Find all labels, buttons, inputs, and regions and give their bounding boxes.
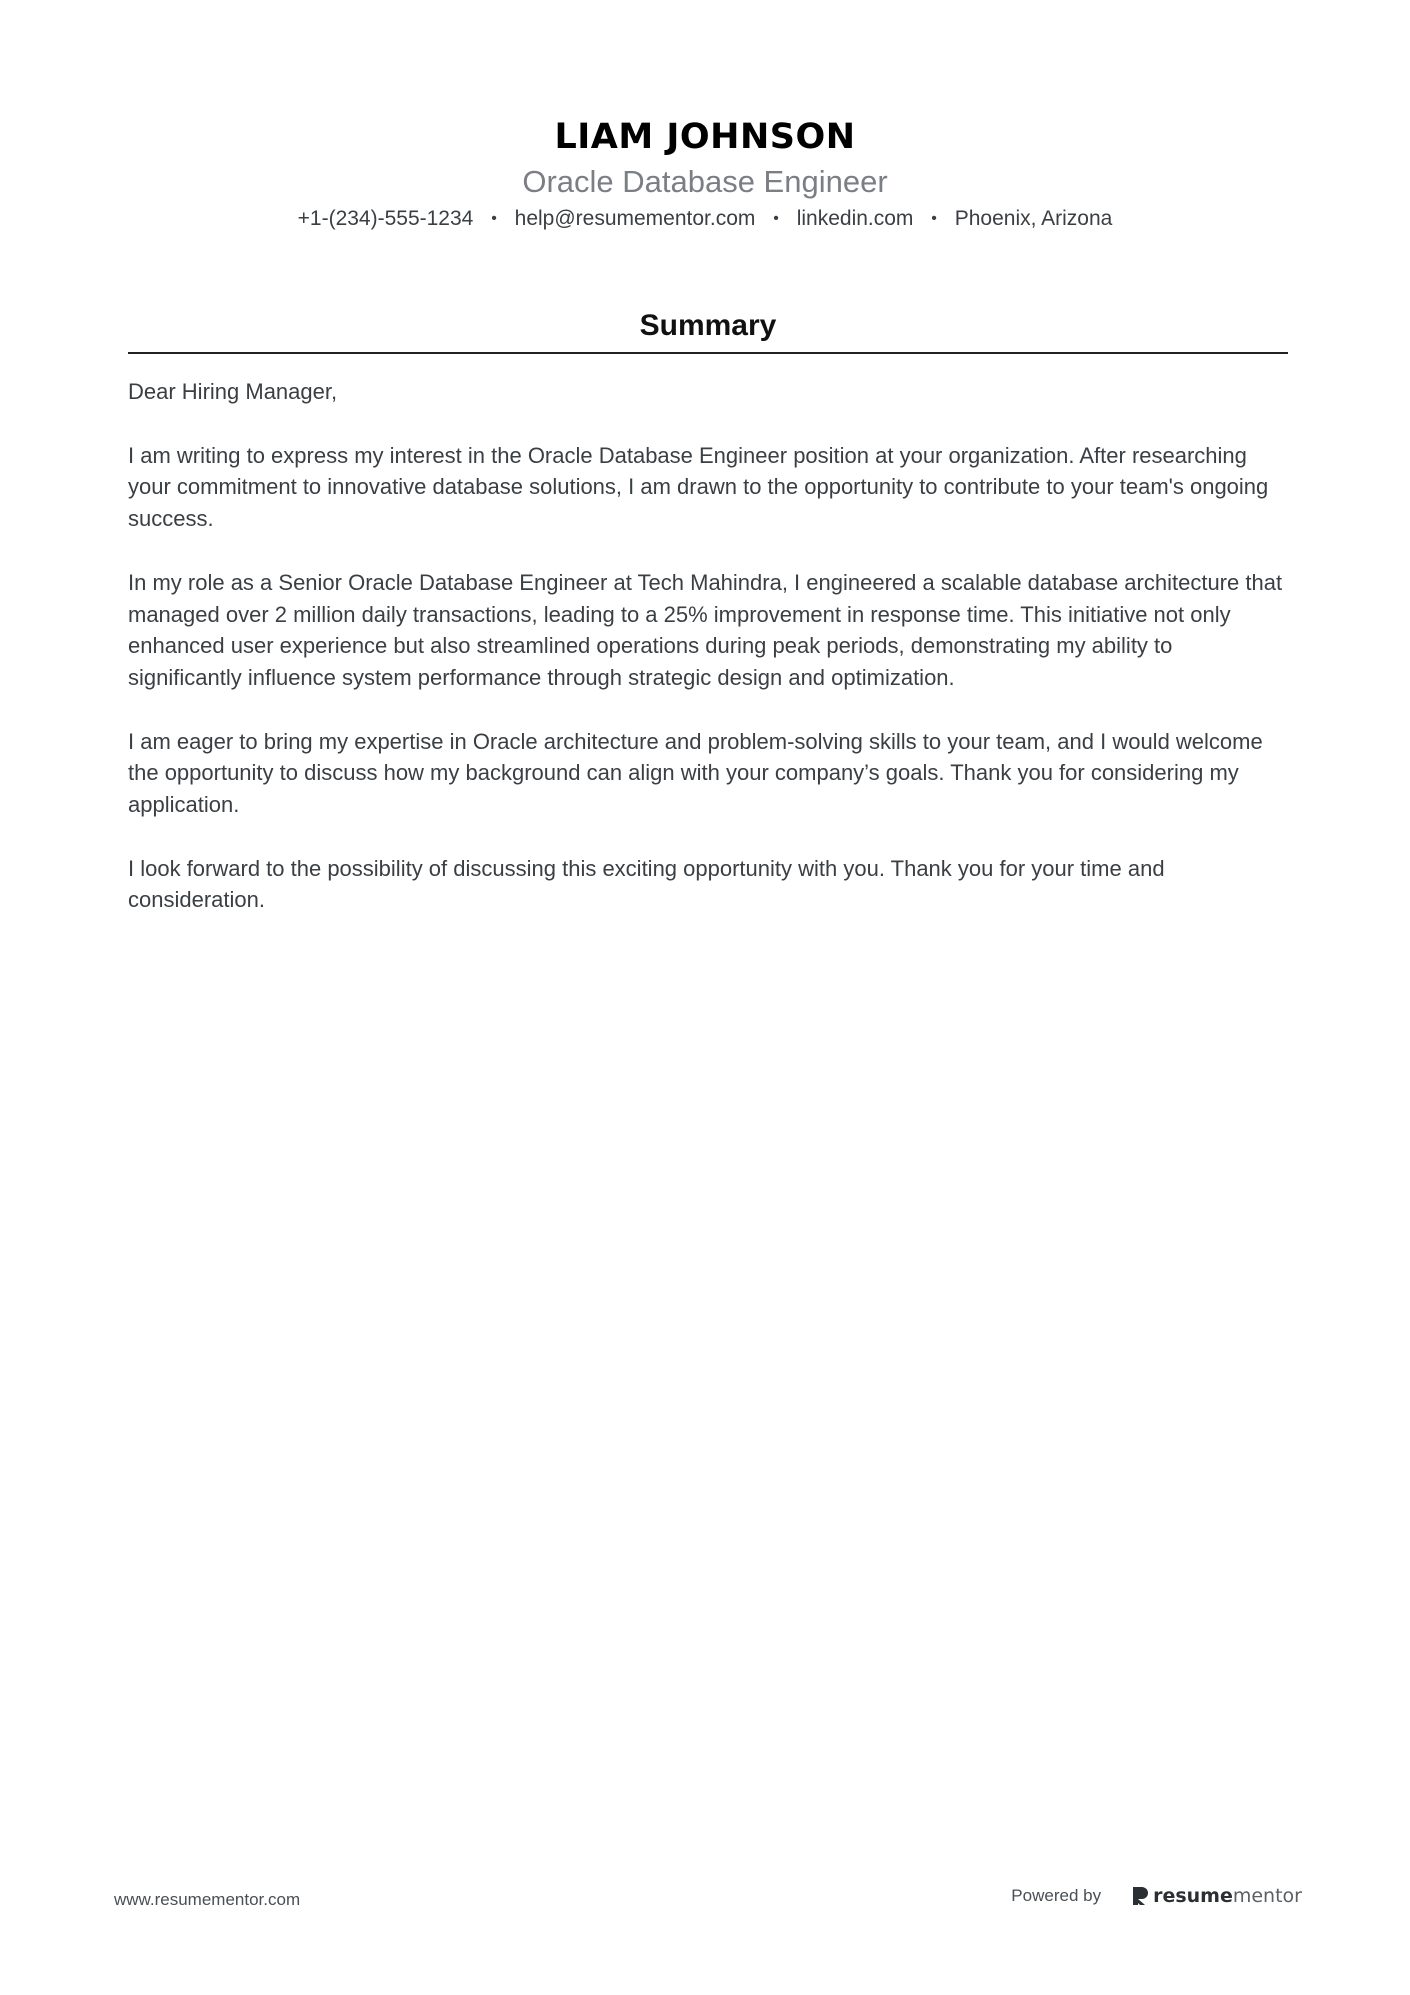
letter-paragraph: I look forward to the possibility of discussing this exciting opportunity with you. Thank you for your time and consideration.: [128, 855, 1165, 913]
letter-greeting: Dear Hiring Manager,: [128, 379, 338, 404]
letter-header: [0, 112, 1410, 234]
contact-email: help@resumementor.com: [514, 207, 756, 230]
section-title: Summary: [639, 309, 777, 342]
powered-by-label: Powered by: [1011, 1886, 1102, 1905]
brand-name-part2: mentor: [1232, 1885, 1302, 1907]
contact-location: Phoenix, Arizona: [954, 207, 1113, 230]
candidate-name: LIAM JOHNSON: [554, 117, 856, 157]
letter-body: [128, 376, 1288, 916]
letter-paragraph: I am eager to bring my expertise in Oracle architecture and problem-solving skills to your team, and I would welcome the opportunity to discuss how my background can align with your company’s goals. Thank you for considering my application.: [128, 728, 1263, 818]
brand-name-part1: resume: [1153, 1885, 1233, 1907]
contact-phone: +1-(234)-555-1234: [297, 207, 474, 230]
contact-line: [0, 204, 1410, 234]
job-title: Oracle Database Engineer: [522, 164, 888, 199]
contact-separator: •: [931, 210, 937, 227]
contact-linkedin: linkedin.com: [796, 207, 914, 230]
summary-section: [128, 300, 1288, 948]
footer-website: www.resumementor.com: [114, 1890, 301, 1909]
letter-paragraph: In my role as a Senior Oracle Database Engineer at Tech Mahindra, I engineered a scalable database architecture that managed over 2 million daily transactions, leading to a 25% improvement in response time. This initiative not only enhanced user experience but also streamlined operations during peak periods, demonstrating my ability to significantly influence system performance through strategic design and optimization.: [128, 569, 1283, 690]
brand-logo: [1131, 1885, 1302, 1907]
footer-branding: [1011, 1885, 1302, 1907]
resumementor-logo-icon: [1131, 1885, 1149, 1907]
contact-separator: •: [773, 210, 779, 227]
letter-paragraph: I am writing to express my interest in the Oracle Database Engineer position at your organization. After researching your commitment to innovative database solutions, I am drawn to the opportunity to contribute to your team's ongoing success.: [128, 442, 1269, 532]
contact-separator: •: [491, 210, 497, 227]
section-divider: [128, 352, 1288, 354]
